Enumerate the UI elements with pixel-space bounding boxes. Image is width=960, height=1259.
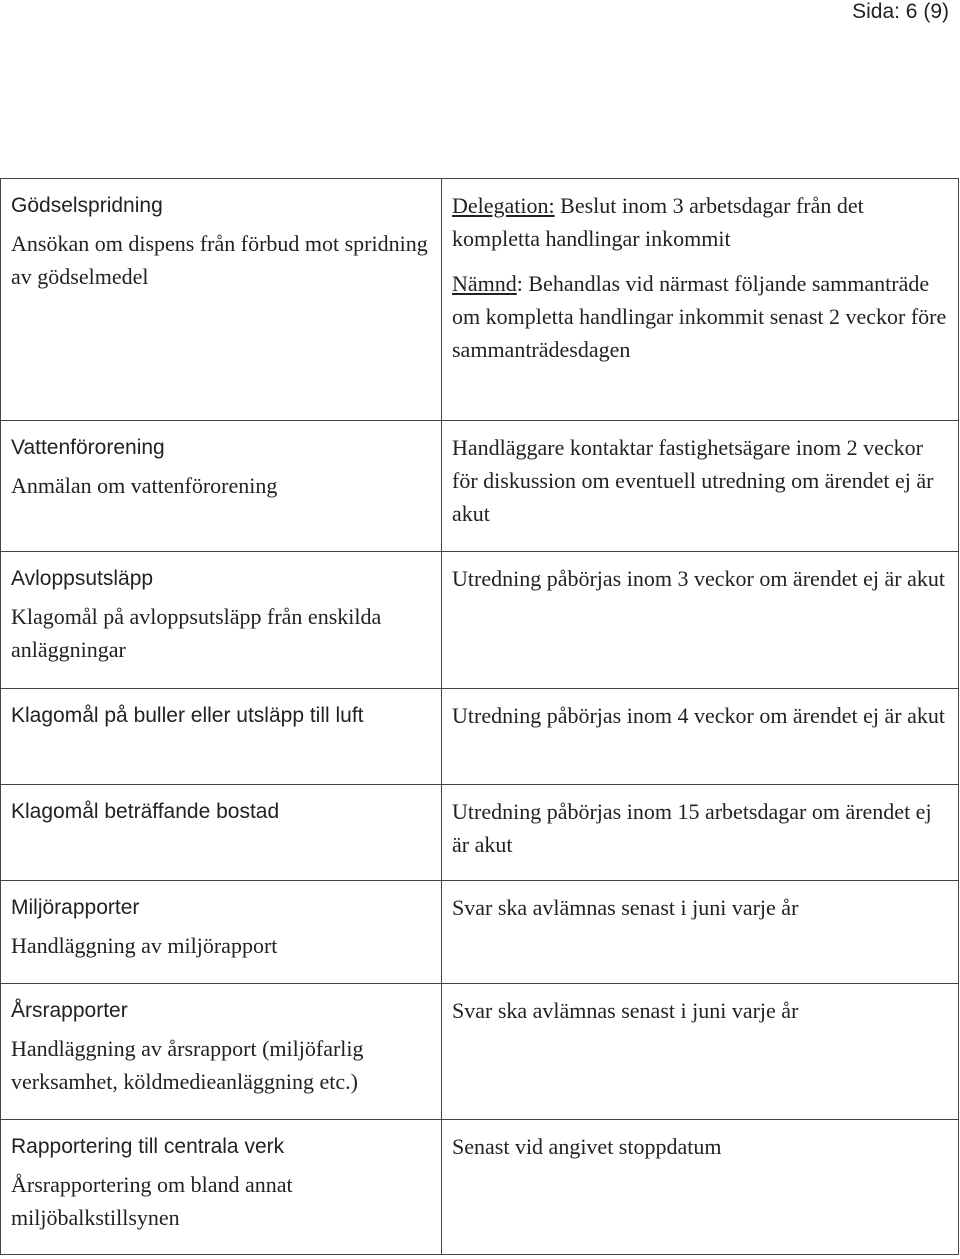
- activity-cell: [1, 421, 442, 552]
- service-guarantee-table: [0, 178, 959, 1255]
- activity-title: Klagomål beträffande bostad: [11, 800, 280, 823]
- activity-description: Ansökan om dispens från förbud mot spridning av gödselmedel: [11, 231, 428, 289]
- response-text: Svar ska avlämnas senast i juni varje år: [452, 895, 799, 920]
- activity-cell: [1, 552, 442, 689]
- activity-description: Anmälan om vattenförorening: [11, 473, 278, 498]
- namnd-text: : Behandlas vid närmast följande sammanträde om kompletta handlingar inkommit senast 2 veckor före sammanträdesdagen: [452, 271, 947, 362]
- activity-title: Avloppsutsläpp: [11, 567, 154, 590]
- response-cell: [442, 179, 959, 421]
- response-cell: [442, 785, 959, 881]
- table-row: [1, 984, 959, 1120]
- table-row: [1, 785, 959, 881]
- response-cell: [442, 552, 959, 689]
- table-row: [1, 552, 959, 689]
- response-text: Utredning påbörjas inom 3 veckor om ärendet ej är akut: [452, 566, 946, 591]
- activity-description: Årsrapportering om bland annat miljöbalkstillsynen: [11, 1172, 293, 1230]
- activity-title: Klagomål på buller eller utsläpp till luft: [11, 704, 364, 727]
- page-number: Sida: 6 (9): [852, 0, 949, 23]
- activity-description: Klagomål på avloppsutsläpp från enskilda anläggningar: [11, 604, 382, 662]
- response-text: Senast vid angivet stoppdatum: [452, 1134, 722, 1159]
- activity-title: Gödselspridning: [11, 194, 163, 217]
- response-cell: [442, 984, 959, 1120]
- activity-cell: [1, 984, 442, 1120]
- response-text: Utredning påbörjas inom 15 arbetsdagar om ärendet ej är akut: [452, 799, 932, 857]
- table-row: [1, 421, 959, 552]
- delegation-text: Beslut inom 3 arbetsdagar från det kompletta handlingar inkommit: [452, 193, 864, 251]
- activity-cell: [1, 785, 442, 881]
- namnd-label: Nämnd: [452, 271, 517, 296]
- activity-description: Handläggning av miljörapport: [11, 933, 278, 958]
- table-row: [1, 179, 959, 421]
- activity-cell: [1, 689, 442, 785]
- response-text: [452, 189, 950, 255]
- activity-title: Årsrapporter: [11, 999, 128, 1022]
- response-text: Handläggare kontaktar fastighetsägare inom 2 veckor för diskussion om eventuell utredning om ärendet ej är akut: [452, 435, 934, 526]
- activity-cell: [1, 881, 442, 984]
- activity-cell: [1, 1120, 442, 1255]
- response-cell: [442, 1120, 959, 1255]
- table-row: [1, 1120, 959, 1255]
- response-text: Svar ska avlämnas senast i juni varje år: [452, 998, 799, 1023]
- table-row: [1, 881, 959, 984]
- response-text: Utredning påbörjas inom 4 veckor om ärendet ej är akut: [452, 703, 946, 728]
- response-cell: [442, 881, 959, 984]
- response-cell: [442, 689, 959, 785]
- delegation-label: Delegation:: [452, 193, 555, 218]
- activity-title: Vattenförorening: [11, 436, 165, 459]
- table-row: [1, 689, 959, 785]
- activity-cell: [1, 179, 442, 421]
- response-text: [452, 267, 950, 366]
- activity-title: Miljörapporter: [11, 896, 140, 919]
- activity-description: Handläggning av årsrapport (miljöfarlig verksamhet, köldmedieanläggning etc.): [11, 1036, 364, 1094]
- activity-title: Rapportering till centrala verk: [11, 1135, 285, 1158]
- response-cell: [442, 421, 959, 552]
